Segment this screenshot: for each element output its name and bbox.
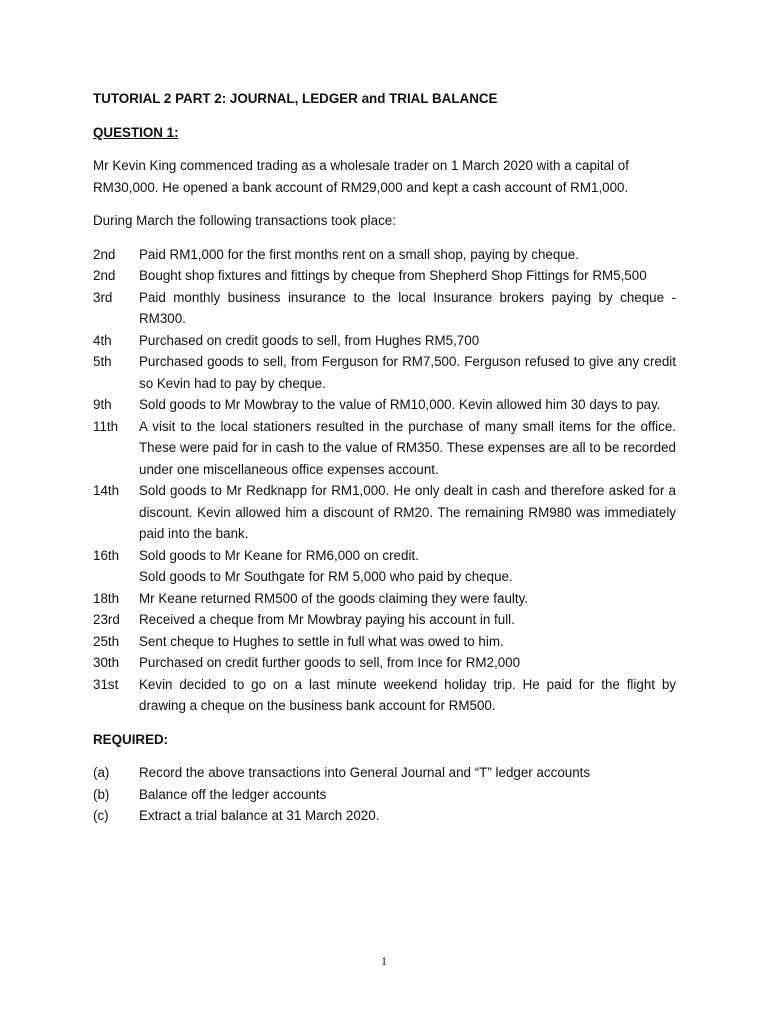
transaction-day: 5th <box>93 354 112 369</box>
transaction-text: Mr Keane returned RM500 of the goods claiming they were faulty. <box>139 590 529 606</box>
transaction-row <box>93 351 676 394</box>
transaction-day: 2nd <box>93 246 116 262</box>
requirements-list <box>93 762 676 827</box>
transaction-row <box>93 244 676 266</box>
required-heading: REQUIRED: <box>93 731 169 747</box>
intro-paragraph: Mr Kevin King commenced trading as a wholesale trader on 1 March 2020 with a capital of RM30,000. He opened a bank account of RM29,000 and kept a cash account of RM1,000. <box>93 158 629 195</box>
page-number: 1 <box>381 954 387 968</box>
transaction-row <box>93 631 676 653</box>
transaction-text: Purchased goods to sell, from Ferguson for RM7,500. Ferguson refused to give any credit so Kevin had to pay by cheque. <box>139 354 676 391</box>
transaction-text: Purchased on credit goods to sell, from Hughes RM5,700 <box>139 332 480 348</box>
transaction-text: Sold goods to Mr Southgate for RM 5,000 who paid by cheque. <box>139 569 513 584</box>
transaction-row <box>93 674 676 717</box>
transaction-day: 23rd <box>93 612 120 627</box>
transaction-day: 9th <box>93 397 112 412</box>
transaction-day: 16th <box>93 547 120 563</box>
transaction-text: Paid RM1,000 for the first months rent on a small shop, paying by cheque. <box>139 246 579 262</box>
transaction-day: 11th <box>93 418 119 434</box>
requirement-label: (c) <box>93 808 109 823</box>
transaction-row <box>93 545 676 567</box>
transaction-day: 31st <box>93 676 119 692</box>
transaction-day: 14th <box>93 483 120 498</box>
requirement-row <box>93 784 676 806</box>
document-page <box>93 88 676 827</box>
transaction-day: 18th <box>93 590 120 606</box>
transaction-text: Sold goods to Mr Redknapp for RM1,000. He only dealt in cash and therefore asked for a discount. Kevin allowed him a discount of RM20. The remaining RM980 was immediately paid into the bank. <box>139 483 676 541</box>
transaction-row <box>93 588 676 610</box>
transaction-day: 4th <box>93 332 112 348</box>
transaction-row <box>93 416 676 481</box>
transaction-text: Sent cheque to Hughes to settle in full what was owed to him. <box>139 633 504 649</box>
transaction-text: Purchased on credit further goods to sell, from Ince for RM2,000 <box>139 655 521 670</box>
transaction-day <box>93 566 139 588</box>
transaction-row <box>93 652 676 674</box>
transaction-row <box>93 609 676 631</box>
transaction-day: 2nd <box>93 268 116 283</box>
transaction-text: Received a cheque from Mr Mowbray paying his account in full. <box>139 612 515 627</box>
transactions-list <box>93 244 676 717</box>
requirement-text: Extract a trial balance at 31 March 2020. <box>139 808 380 823</box>
question-heading: QUESTION 1: <box>93 124 179 140</box>
transaction-text: Kevin decided to go on a last minute weekend holiday trip. He paid for the flight by drawing a cheque on the business bank account for RM500. <box>139 676 676 713</box>
transaction-row <box>93 480 676 545</box>
transaction-text: Paid monthly business insurance to the local Insurance brokers paying by cheque - RM300. <box>139 289 676 326</box>
requirement-label: (b) <box>93 786 110 802</box>
transaction-row <box>93 566 676 588</box>
transaction-text: Sold goods to Mr Keane for RM6,000 on credit. <box>139 547 419 563</box>
transaction-row <box>93 330 676 352</box>
requirement-text: Balance off the ledger accounts <box>139 786 327 802</box>
transaction-text: Sold goods to Mr Mowbray to the value of RM10,000. Kevin allowed him 30 days to pay. <box>139 397 661 412</box>
requirement-text: Record the above transactions into General Journal and “T” ledger accounts <box>139 765 591 780</box>
transaction-row <box>93 287 676 330</box>
transaction-day: 25th <box>93 633 120 649</box>
transaction-text: Bought shop fixtures and fittings by cheque from Shepherd Shop Fittings for RM5,500 <box>139 268 647 283</box>
transaction-day: 30th <box>93 655 120 670</box>
transaction-row <box>93 394 676 416</box>
transaction-text: A visit to the local stationers resulted in the purchase of many small items for the office. These were paid for in cash to the value of RM350. These expenses are all to be recorded under one miscellaneous office expenses account. <box>139 418 676 477</box>
requirement-row <box>93 762 676 784</box>
transaction-row <box>93 265 676 287</box>
lead-in-paragraph: During March the following transactions took place: <box>93 213 396 228</box>
document-title: TUTORIAL 2 PART 2: JOURNAL, LEDGER and TRIAL BALANCE <box>93 91 498 106</box>
transaction-day: 3rd <box>93 289 113 305</box>
requirement-row <box>93 805 676 827</box>
requirement-label: (a) <box>93 765 110 780</box>
